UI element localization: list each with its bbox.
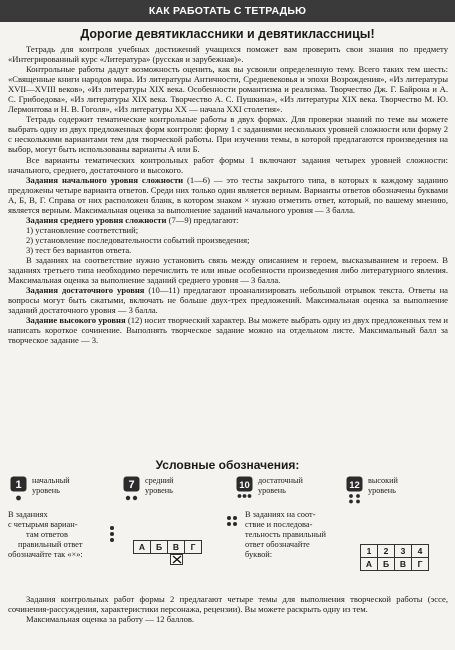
answer-number-cell: 3 (395, 545, 412, 558)
instructions-body (8, 44, 448, 345)
paragraph-intro: Тетрадь для контроля учебных достижений учащихся поможет вам проверить свои знания по предмету «Интегрированный курс «Литература» (русская и зарубежная)». (8, 44, 448, 65)
section-header-title: КАК РАБОТАТЬ С ТЕТРАДЬЮ (148, 5, 307, 17)
middle-level-heading: Задания среднего уровня сложности (26, 214, 167, 225)
instruction-line: ответ обозначайте (245, 540, 310, 549)
instruction-line: правильный ответ (18, 540, 83, 549)
level-badge-icon (236, 476, 253, 504)
level-label-line2: уровень (32, 486, 60, 495)
legend-title: Условные обозначения: (155, 458, 300, 472)
level-badge-icon (346, 476, 363, 504)
paragraph-correspondence: В заданиях на соответствие нужно установить связь между описанием и героем, высказыванием и героем. В заданиях третьего типа необходимо перечислить те или иные особенности произведения либо литературного явления. Максимальная оценка за выполнение заданий среднего уровня — 3 балла. (8, 254, 448, 286)
instruction-line: с четырьмя вариан- (8, 520, 78, 529)
level-number: 10 (239, 480, 250, 491)
answer-letter-cell[interactable]: А (361, 558, 378, 571)
paragraph-max-score: Максимальная оценка за работу — 12 баллов. (26, 614, 195, 625)
answer-number-cell: 4 (412, 545, 429, 558)
legend-level-initial (10, 476, 70, 504)
multiple-choice-instructions (8, 510, 120, 560)
matching-instructions (245, 510, 355, 560)
level-label-line2: уровень (145, 486, 173, 495)
level-label-line2: уровень (258, 486, 286, 495)
paragraph-middle-level (8, 215, 448, 225)
middle-level-dots-icon (226, 514, 238, 534)
level-badge-icon (123, 476, 140, 504)
instruction-line: там ответов (26, 530, 68, 539)
level-badge-icon (10, 476, 27, 504)
answer-letter-cell[interactable]: Г (412, 558, 429, 571)
paragraph-forms: Тетрадь содержит тематические контрольные работы в двух формах. Для проверки знаний по теме вы можете выбрать одну из двух предложенных форм контроля: форму 1 с заданиями нескольких уровней сложности или форму 2 с несколькими вариантами тем для творческой работы. При изучении темы, в которой предлагаются произведения на выбор, могут быть использованы варианты А или Б. (8, 114, 448, 155)
answer-number-cell: 2 (378, 545, 395, 558)
answer-number-cell: 1 (361, 545, 378, 558)
answer-letter-cell[interactable]: Б (378, 558, 395, 571)
initial-level-dots-icon (106, 524, 118, 544)
paragraph-high-level (8, 315, 448, 345)
level-label-line1: начальный (32, 476, 70, 485)
instruction-line: тельность правильный (245, 530, 326, 539)
sufficient-level-heading: Задания достаточного уровня (26, 285, 145, 296)
high-level-text: (12) носит творческий характер. Вы можете выбрать одну из двух предложенных тем и написать короткое сочинение. Выполнять творческое задание можно на отдельном листе. Максимальный балл за творческое задание — 3. (8, 315, 448, 346)
form2-description (8, 594, 448, 624)
answer-letter-cell: В (168, 541, 185, 554)
section-header (0, 0, 455, 22)
paragraph-form2: Задания контрольных работ формы 2 предлагают четыре темы для выполнения творческой работы (эссе, сочинения-рассуждения, характеристики персонажа, рецензии). Вы можете раскрыть одну из тем. (8, 594, 448, 615)
level-label-line2: уровень (368, 486, 396, 495)
instruction-line: ствие и последова- (245, 520, 313, 529)
instruction-line: буквой: (245, 550, 273, 559)
legend-level-middle (123, 476, 174, 504)
list-item: 1) установление соответствий; (26, 224, 139, 235)
answer-letter-cell: Б (151, 541, 168, 554)
answer-letter-cell: А (134, 541, 151, 554)
instruction-line: В заданиях (8, 510, 48, 519)
initial-level-heading: Задания начального уровня сложности (26, 174, 184, 185)
level-label-line1: достаточный (258, 476, 303, 485)
paragraph-topics: Контрольные работы дадут возможность оценить, как вы усвоили определенную тему. Всего таких тем шесть: «Священные книги народов мира. Из литературы Античности, Средневековья и эпохи Возрождения», «Из литературы XVII—XVIII веков», «Из литературы XIX века. Особенности романтизма и реализма. Творчество Дж. Г. Байрона и А. С. Грибоедова», «Из литературы XIX века. Творчество А. С. Пушкина», «Из литературы XIX века. Творчество М. Ю. Лермонтова и Н. В. Гоголя», «Из литературы XX — начала XXI столетия». (8, 64, 448, 115)
answer-letter-cell[interactable]: В (395, 558, 412, 571)
legend-level-sufficient (236, 476, 303, 504)
level-number: 7 (128, 479, 135, 491)
page-title: Дорогие девятиклассники и девятиклассницы! (80, 27, 375, 41)
level-label-line1: высокий (368, 476, 398, 485)
answer-grid-matching (360, 544, 429, 571)
sufficient-level-text: (10—11) предлагают проанализировать небольшой отрывок текста. Ответы на вопросы могут быть сжатыми, включать не больше двух-трех предложений. Максимальная оценка за выполнение заданий достаточного уровня — 3 балла. (8, 285, 448, 316)
instruction-line: обозначайте так «×»: (8, 550, 83, 559)
paragraph-sufficient-level (8, 285, 448, 315)
initial-level-text: (1—6) — это тесты закрытого типа, в которых к каждому заданию предложены четыре варианта ответов. Среди них только один является верным. Варианты ответов обозначены буквами А, Б, В, Г. Справа от них расположен бланк, в котором знаком × нужно отметить ответ, который, по вашему мнению, является верным. Максимальная оценка за выполнение заданий начального уровня — 3 балла. (8, 174, 448, 215)
answer-examples (8, 510, 448, 590)
middle-level-text: (7—9) предлагают: (166, 214, 239, 225)
answer-letter-cell: Г (185, 541, 202, 554)
list-item: 2) установление последовательности событий произведения; (26, 234, 250, 245)
paragraph-levels: Все варианты тематических контрольных работ формы 1 включают задания четырех уровней сложности: начального, среднего, достаточного и высокого. (8, 154, 448, 175)
level-number: 1 (15, 479, 22, 491)
level-legend (10, 476, 450, 506)
paragraph-initial-level (8, 175, 448, 215)
instruction-line: В заданиях на соот- (245, 510, 316, 519)
legend-level-high (346, 476, 398, 504)
level-number: 12 (349, 480, 360, 491)
high-level-heading: Задание высокого уровня (26, 315, 126, 326)
list-item: 3) тест без вариантов ответа. (26, 244, 132, 255)
cross-mark-icon (172, 555, 182, 564)
cross-mark-box[interactable] (170, 554, 183, 565)
level-label-line1: средний (145, 476, 174, 485)
answer-grid-letters (133, 540, 202, 567)
